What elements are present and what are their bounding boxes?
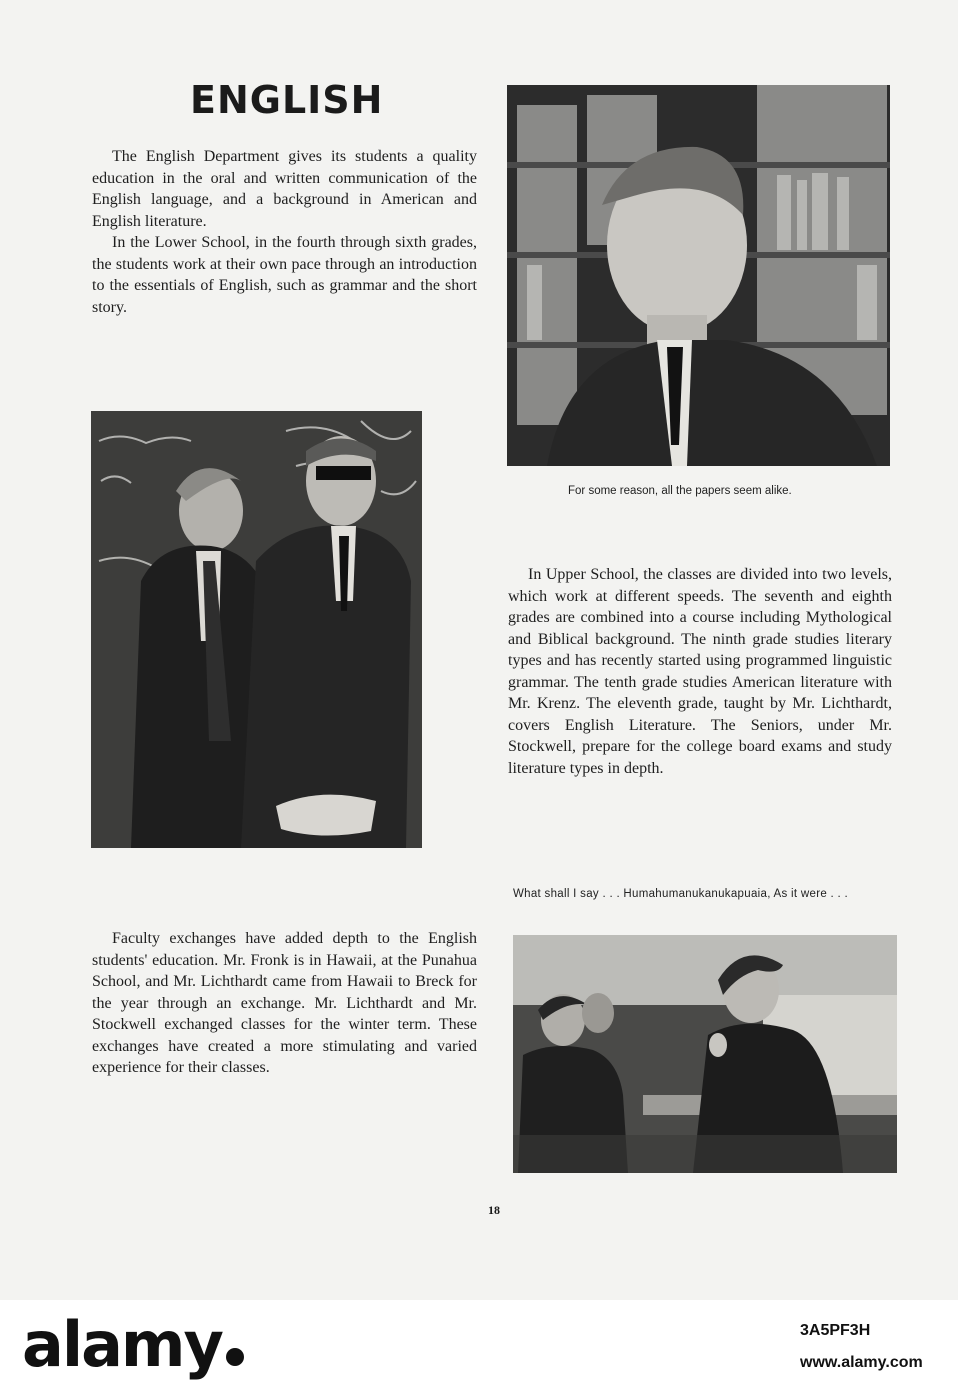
teacher-portrait-photo xyxy=(507,85,890,466)
classroom-photo-graphic xyxy=(91,411,422,848)
footer-url: www.alamy.com xyxy=(800,1354,923,1371)
discussion-photo xyxy=(513,935,897,1173)
portrait-caption: For some reason, all the papers seem alike. xyxy=(568,485,792,497)
intro-paragraph-2: In the Lower School, in the fourth through sixth grades, the students work at their own pace through an introduction to the essentials of English, such as grammar and the short story. xyxy=(92,234,477,316)
intro-paragraph-1: The English Department gives its students a quality education in the oral and written communication of the English language, and a background in American and English literature. xyxy=(92,148,477,230)
portrait-photo-graphic xyxy=(507,85,890,466)
page-number: 18 xyxy=(488,1203,500,1217)
stock-footer xyxy=(0,1300,958,1390)
logo-dot-icon xyxy=(226,1348,244,1366)
discussion-photo-graphic xyxy=(513,935,897,1173)
page-title: ENGLISH xyxy=(190,78,384,122)
image-id: 3A5PF3H xyxy=(800,1322,871,1339)
alamy-logo-text: alamy xyxy=(22,1308,222,1381)
classroom-photo xyxy=(91,411,422,848)
faculty-paragraph: Faculty exchanges have added depth to the English students' education. Mr. Fronk is in Hawaii, at the Punahua School, and Mr. Lichthardt came from Hawaii to Breck for the year through an exchange. Mr. Lichthardt and Mr. Stockwell exchanged classes for the winter term. These exchanges have created a more stimulating and varied experience for their classes. xyxy=(92,930,477,1076)
discussion-caption: What shall I say . . . Humahumanukanukapuaia, As it were . . . xyxy=(513,888,849,900)
alamy-logo xyxy=(22,1308,244,1381)
upper-school-paragraph: In Upper School, the classes are divided into two levels, which work at different speeds. The seventh and eighth grades are combined into a course including Mythological and Biblical background. The ninth grade studies literary types and has recently started using programmed linguistic grammar. The tenth grade studies American literature with Mr. Krenz. The eleventh grade, taught by Mr. Lichthardt, covers English Literature. The Seniors, under Mr. Stockwell, prepare for the college board exams and study literature types in depth. xyxy=(508,566,892,777)
